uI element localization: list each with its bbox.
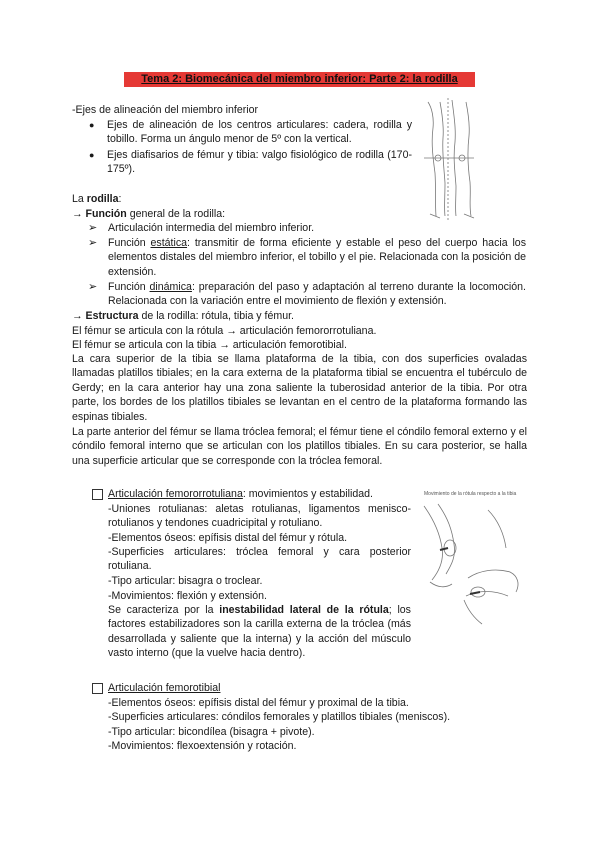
funcion-item-1-text: Articulación intermedia del miembro inferior. [108, 222, 315, 234]
rodilla-heading-prefix: La [72, 193, 87, 205]
ejes-bullet-2: ● Ejes diafisarios de fémur y tibia: valgo fisiológico de rodilla (170-175º). [107, 148, 412, 177]
rodilla-heading-bold: rodilla [86, 193, 119, 205]
femororrotuliana-heading [108, 487, 373, 501]
femorotibial-line-3: -Tipo articular: bicondílea (bisagra + pivote). [108, 726, 315, 738]
estructura-line [72, 309, 294, 323]
femororrotuliana-line-3: -Superficies articulares: tróclea femoral y cara posterior rotuliana. [108, 546, 411, 573]
tibia-paragraph: La cara superior de la tibia se llama plataforma de la tibia, con dos superficies ovaladas llamadas platillos tibiales; en la cara externa de la plataforma tibial se encuentra el tubérculo de Gerdy; en la cara anterior hay una zona saliente la tuberosidad anterior de la tibia. Por otra parte, los bordes de los platillos tibiales se levantan en el centro de la plataforma formando las espinas tibiales. [72, 353, 527, 423]
femorotibial-line-2: -Superficies articulares: cóndilos femorales y platillos tibiales (meniscos). [108, 711, 451, 723]
rodilla-heading [72, 192, 121, 206]
funcion-item-2-prefix: Función [108, 237, 151, 249]
femorotibial-title: Articulación femorotibial [108, 682, 221, 694]
estructura-arrow: → [72, 310, 86, 322]
femororrotuliana-line-2: -Elementos óseos: epífisis distal del fémur y rótula. [108, 532, 348, 544]
funcion-rest: general de la rodilla: [126, 208, 226, 220]
funcion-item-3-underlined: dinámica [149, 281, 192, 293]
patella-figure [418, 500, 523, 630]
femur-rotula-line: El fémur se articula con la rótula → articulación femororrotuliana. [72, 325, 377, 337]
femororrotuliana-para-bold: inestabilidad lateral de la rótula [219, 604, 389, 616]
ejes-heading: -Ejes de alineación del miembro inferior [72, 104, 259, 116]
funcion-heading [72, 207, 225, 221]
funcion-item-3-prefix: Función [108, 281, 150, 293]
funcion-item-3 [108, 280, 526, 309]
femororrotuliana-line-4: -Tipo articular: bisagra o troclear. [108, 575, 263, 587]
estructura-rest: de la rodilla: rótula, tibia y fémur. [138, 310, 294, 322]
funcion-arrow: → [72, 208, 86, 220]
femur-paragraph: La parte anterior del fémur se llama tróclea femoral; el fémur tiene el cóndilo femoral externo y el cóndilo femoral interno que se articulan con los platillos tibiales. En su cara posterior, se halla una superficie articular que se corresponde con la tróclea femoral. [72, 426, 527, 467]
funcion-item-3-rest: : preparación del paso y adaptación al terreno durante la locomoción. Relacionada con la variación entre el movimiento de flexión y extensión. [108, 281, 526, 308]
femororrotuliana-para-rest: ; los factores estabilizadores son la carilla externa de la tróclea (más desarrollada y saliente que la interna) y la acción del músculo vasto interno (que la vuelve hacia dentro). [108, 604, 411, 660]
funcion-bold: Función [85, 208, 127, 220]
rodilla-heading-suffix: : [118, 193, 122, 205]
page-title: Tema 2: Biomecánica del miembro inferior: Parte 2: la rodilla [124, 72, 475, 87]
funcion-item-2-rest: : transmitir de forma eficiente y estable el peso del cuerpo hacia los elementos distales del miembro inferior, el tobillo y el pie. Relacionada con la posición de extensión. [108, 237, 526, 278]
funcion-item-2-underlined: estática [150, 237, 188, 249]
estructura-bold: Estructura [85, 310, 139, 322]
femorotibial-checkbox[interactable] [92, 683, 103, 694]
femororrotuliana-line-1: -Uniones rotulianas: aletas rotulianas, ligamentos menisco-rotulianos y tendones cuadricipital y rotuliano. [108, 503, 411, 530]
femur-tibia-line: El fémur se articula con la tibia → articulación femorotibial. [72, 339, 347, 351]
femorotibial-line-4: -Movimientos: flexoextensión y rotación. [108, 740, 297, 752]
femororrotuliana-checkbox[interactable] [92, 489, 103, 500]
femororrotuliana-title-rest: : movimientos y estabilidad. [242, 488, 373, 500]
femororrotuliana-line-5: -Movimientos: flexión y extensión. [108, 590, 267, 602]
leg-axes-figure [418, 98, 480, 220]
femororrotuliana-title: Articulación femororrotuliana [108, 488, 243, 500]
funcion-item-2 [108, 236, 526, 279]
femororrotuliana-paragraph [108, 603, 411, 661]
funcion-item-1 [108, 221, 526, 235]
femororrotuliana-para-prefix: Se caracteriza por la [108, 604, 220, 616]
ejes-bullet-1: ● Ejes de alineación de los centros articulares: cadera, rodilla y tobillo. Forma un ángulo menor de 5º con la vertical. [107, 118, 412, 147]
patella-figure-caption: Movimiento de la rótula respecto a la tibia [424, 491, 517, 497]
femorotibial-line-1: -Elementos óseos: epífisis distal del fémur y proximal de la tibia. [108, 697, 409, 709]
